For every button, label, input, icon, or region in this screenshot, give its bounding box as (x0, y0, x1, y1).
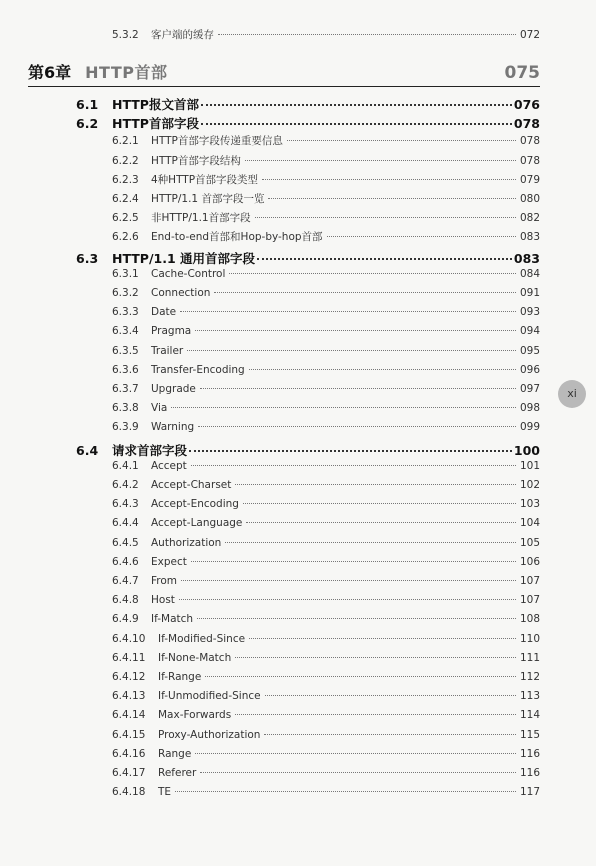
entry-page: 100 (513, 442, 540, 458)
entry-number: 6.2.6 (112, 231, 139, 244)
leader-dots (225, 542, 516, 543)
entry-page: 110 (519, 632, 540, 645)
entry-number: 6.3.4 (112, 325, 139, 338)
entry-number: 6.4 (76, 442, 99, 458)
entry-title: HTTP/1.1 通用首部字段 (112, 250, 256, 266)
entry-page: 078 (519, 154, 540, 167)
leader-dots (287, 140, 516, 141)
entry-title: 非HTTP/1.1首部字段 (151, 212, 251, 225)
toc-subsection-entry[interactable] (112, 345, 540, 363)
leader-dots (249, 638, 516, 639)
toc-subsection-entry[interactable] (112, 594, 540, 612)
entry-number: 6.2.4 (112, 193, 139, 205)
toc-subsection-entry[interactable] (112, 613, 540, 631)
leader-dots (243, 503, 516, 504)
page-number-badge: xi (558, 380, 586, 408)
entry-title: HTTP首部字段结构 (151, 154, 241, 167)
entry-number: 6.4.15 (112, 728, 146, 741)
leader-dots (191, 561, 516, 562)
leader-dots (235, 657, 516, 658)
entry-number: 6.3.3 (112, 306, 139, 319)
entry-page: 094 (519, 325, 540, 338)
leader-dots (246, 522, 516, 523)
entry-page: 104 (519, 517, 540, 530)
entry-number: 6.3.5 (112, 344, 139, 357)
toc-subsection-entry[interactable] (112, 306, 540, 324)
entry-number: 6.3.9 (112, 421, 139, 434)
entry-title: If-None-Match (158, 651, 232, 664)
leader-dots (255, 217, 516, 218)
entry-number: 6.3 (76, 250, 99, 266)
toc-subsection-entry[interactable] (112, 786, 540, 804)
leader-dots (171, 407, 516, 408)
leader-dots (179, 599, 516, 600)
entry-page: 116 (519, 767, 540, 779)
entry-page: 108 (519, 613, 540, 626)
entry-title: Transfer-Encoding (151, 363, 245, 376)
entry-title: Proxy-Authorization (158, 728, 261, 741)
entry-number: 6.2.5 (112, 212, 139, 225)
entry-number: 6.4.9 (112, 613, 139, 626)
entry-page: 083 (519, 231, 540, 244)
leader-dots (200, 772, 516, 773)
entry-number: 6.4.17 (112, 767, 146, 779)
leader-dots (195, 330, 516, 331)
leader-dots (218, 34, 516, 35)
toc-subsection-entry[interactable] (112, 690, 540, 708)
toc-subsection-entry[interactable] (112, 517, 540, 535)
leader-dots (201, 123, 512, 125)
entry-number: 6.4.8 (112, 594, 139, 607)
entry-number: 6.3.2 (112, 287, 139, 299)
entry-title: Cache-Control (151, 267, 226, 280)
entry-title: If-Match (151, 613, 194, 626)
entry-page: 093 (519, 306, 540, 319)
entry-page: 080 (519, 193, 540, 205)
toc-subsection-entry[interactable] (112, 268, 540, 286)
toc-subsection-entry[interactable] (112, 153, 540, 171)
entry-page: 072 (519, 29, 540, 41)
entry-title: Accept (151, 459, 187, 472)
entry-number: 6.4.5 (112, 536, 139, 549)
entry-page: 117 (519, 786, 540, 799)
entry-number: 6.2.2 (112, 154, 139, 167)
entry-page: 076 (513, 97, 540, 112)
leader-dots (200, 388, 516, 389)
entry-page: 115 (519, 728, 540, 741)
leader-dots (181, 580, 516, 581)
entry-page: 111 (519, 651, 540, 664)
entry-title: Accept-Language (151, 517, 243, 530)
entry-page: 095 (519, 344, 540, 357)
leader-dots (229, 273, 516, 274)
toc-subsection-entry[interactable] (112, 652, 540, 670)
entry-page: 101 (519, 459, 540, 472)
entry-page: 114 (519, 709, 540, 722)
entry-number: 6.3.7 (112, 383, 139, 395)
toc-subsection-entry[interactable] (112, 537, 540, 555)
toc-subsection-entry[interactable] (112, 479, 540, 497)
entry-page: 091 (519, 287, 540, 299)
entry-title: From (151, 575, 178, 587)
toc-subsection-entry[interactable] (112, 671, 540, 689)
entry-number: 6.1 (76, 97, 99, 112)
entry-page: 105 (519, 536, 540, 549)
entry-page: 099 (519, 421, 540, 434)
entry-page: 082 (519, 212, 540, 225)
toc-subsection-entry[interactable] (112, 402, 540, 420)
leader-dots (191, 465, 516, 466)
toc-section-entry[interactable] (76, 114, 540, 134)
leader-dots (264, 734, 515, 735)
entry-number: 6.4.3 (112, 498, 139, 511)
entry-title: HTTP/1.1 首部字段一览 (151, 193, 265, 205)
entry-page: 078 (519, 135, 540, 148)
entry-page: 106 (519, 555, 540, 568)
entry-title: HTTP首部字段 (112, 116, 199, 132)
entry-title: If-Modified-Since (158, 632, 246, 645)
leader-dots (201, 104, 512, 106)
entry-title: End-to-end首部和Hop-by-hop首部 (151, 231, 323, 244)
entry-page: 102 (519, 479, 540, 491)
leader-dots (198, 426, 516, 427)
leader-dots (195, 753, 516, 754)
entry-number: 6.2.3 (112, 173, 139, 186)
entry-title: 4种HTTP首部字段类型 (151, 173, 259, 186)
toc-subsection-entry[interactable] (112, 460, 540, 478)
entry-number: 6.4.4 (112, 517, 139, 530)
leader-dots (257, 258, 512, 260)
leader-dots (249, 369, 516, 370)
leader-dots (265, 695, 516, 696)
entry-title: Accept-Encoding (151, 498, 239, 511)
toc-subsection-entry[interactable] (112, 191, 540, 209)
entry-title: 客户端的缓存 (151, 29, 214, 41)
entry-number: 6.3.8 (112, 402, 139, 415)
leader-dots (189, 450, 512, 452)
entry-title: Date (151, 306, 177, 319)
toc-section-entry[interactable] (76, 95, 540, 115)
entry-page: 084 (519, 267, 540, 280)
leader-dots (268, 198, 516, 199)
entry-title: Referer (158, 767, 197, 779)
leader-dots (197, 618, 516, 619)
leader-dots (235, 484, 516, 485)
entry-title: Host (151, 594, 175, 607)
entry-title: Warning (151, 421, 195, 434)
entry-number: 5.3.2 (112, 29, 139, 41)
entry-number: 6.4.7 (112, 575, 139, 587)
entry-number: 6.2.1 (112, 135, 139, 148)
toc-subsection-entry[interactable] (112, 633, 540, 651)
entry-page: 097 (519, 383, 540, 395)
entry-page: 083 (513, 250, 540, 266)
entry-page: 107 (519, 575, 540, 587)
chapter-label: 第6章 (28, 63, 72, 82)
chapter-title: HTTP首部 (85, 63, 168, 82)
entry-title: Connection (151, 287, 211, 299)
entry-page: 098 (519, 402, 540, 415)
entry-title: Accept-Charset (151, 479, 232, 491)
entry-number: 6.3.1 (112, 267, 139, 280)
entry-number: 6.4.1 (112, 459, 139, 472)
entry-number: 6.4.14 (112, 709, 146, 722)
toc-subsection-entry[interactable] (112, 748, 540, 766)
entry-number: 6.4.12 (112, 671, 146, 683)
leader-dots (175, 791, 516, 792)
entry-page: 113 (519, 690, 540, 703)
entry-page: 112 (519, 671, 540, 683)
leader-dots (214, 292, 516, 293)
chapter-heading[interactable] (28, 60, 540, 87)
entry-number: 6.4.2 (112, 479, 139, 491)
entry-number: 6.3.6 (112, 363, 139, 376)
leader-dots (205, 676, 516, 677)
entry-title: Range (158, 747, 192, 760)
toc-subsection-entry[interactable] (112, 210, 540, 228)
toc-subsection-entry[interactable] (112, 709, 540, 727)
toc-subsection-entry[interactable] (112, 172, 540, 190)
entry-page: 116 (519, 747, 540, 760)
toc-subsection-entry[interactable] (112, 364, 540, 382)
entry-title: HTTP首部字段传递重要信息 (151, 135, 283, 148)
entry-title: HTTP报文首部 (112, 97, 199, 112)
toc-subsection-entry[interactable] (112, 556, 540, 574)
toc-subsection-entry[interactable] (112, 287, 540, 305)
entry-number: 6.4.16 (112, 747, 146, 760)
toc-subsection-entry[interactable] (112, 421, 540, 439)
entry-page: 079 (519, 173, 540, 186)
entry-page: 107 (519, 594, 540, 607)
toc-subsection-entry[interactable] (112, 325, 540, 343)
leader-dots (235, 714, 516, 715)
leader-dots (262, 179, 516, 180)
entry-number: 6.4.6 (112, 555, 139, 568)
toc-subsection-entry[interactable] (112, 229, 540, 247)
entry-title: Authorization (151, 536, 222, 549)
toc-entry-top[interactable] (112, 27, 540, 45)
entry-title: Trailer (151, 344, 184, 357)
entry-title: Pragma (151, 325, 192, 338)
entry-title: Expect (151, 555, 187, 568)
toc-section-entry[interactable] (76, 249, 540, 269)
entry-title: Via (151, 402, 168, 415)
entry-title: If-Range (158, 671, 202, 683)
entry-number: 6.4.10 (112, 632, 146, 645)
leader-dots (245, 160, 516, 161)
leader-dots (180, 311, 516, 312)
toc-subsection-entry[interactable] (112, 133, 540, 151)
entry-page: 103 (519, 498, 540, 511)
entry-number: 6.4.13 (112, 690, 146, 703)
entry-page: 078 (513, 116, 540, 132)
toc-subsection-entry[interactable] (112, 498, 540, 516)
entry-title: TE (158, 786, 172, 799)
toc-subsection-entry[interactable] (112, 729, 540, 747)
entry-number: 6.2 (76, 116, 99, 132)
entry-number: 6.4.11 (112, 651, 146, 664)
toc-subsection-entry[interactable] (112, 767, 540, 785)
leader-dots (327, 236, 516, 237)
entry-number: 6.4.18 (112, 786, 146, 799)
entry-title: If-Unmodified-Since (158, 690, 261, 703)
leader-dots (187, 350, 516, 351)
chapter-page: 075 (504, 63, 540, 83)
entry-page: 096 (519, 363, 540, 376)
entry-title: Upgrade (151, 383, 196, 395)
toc-subsection-entry[interactable] (112, 575, 540, 593)
toc-section-entry[interactable] (76, 441, 540, 461)
entry-title: 请求首部字段 (112, 442, 188, 458)
toc-subsection-entry[interactable] (112, 383, 540, 401)
entry-title: Max-Forwards (158, 709, 232, 722)
